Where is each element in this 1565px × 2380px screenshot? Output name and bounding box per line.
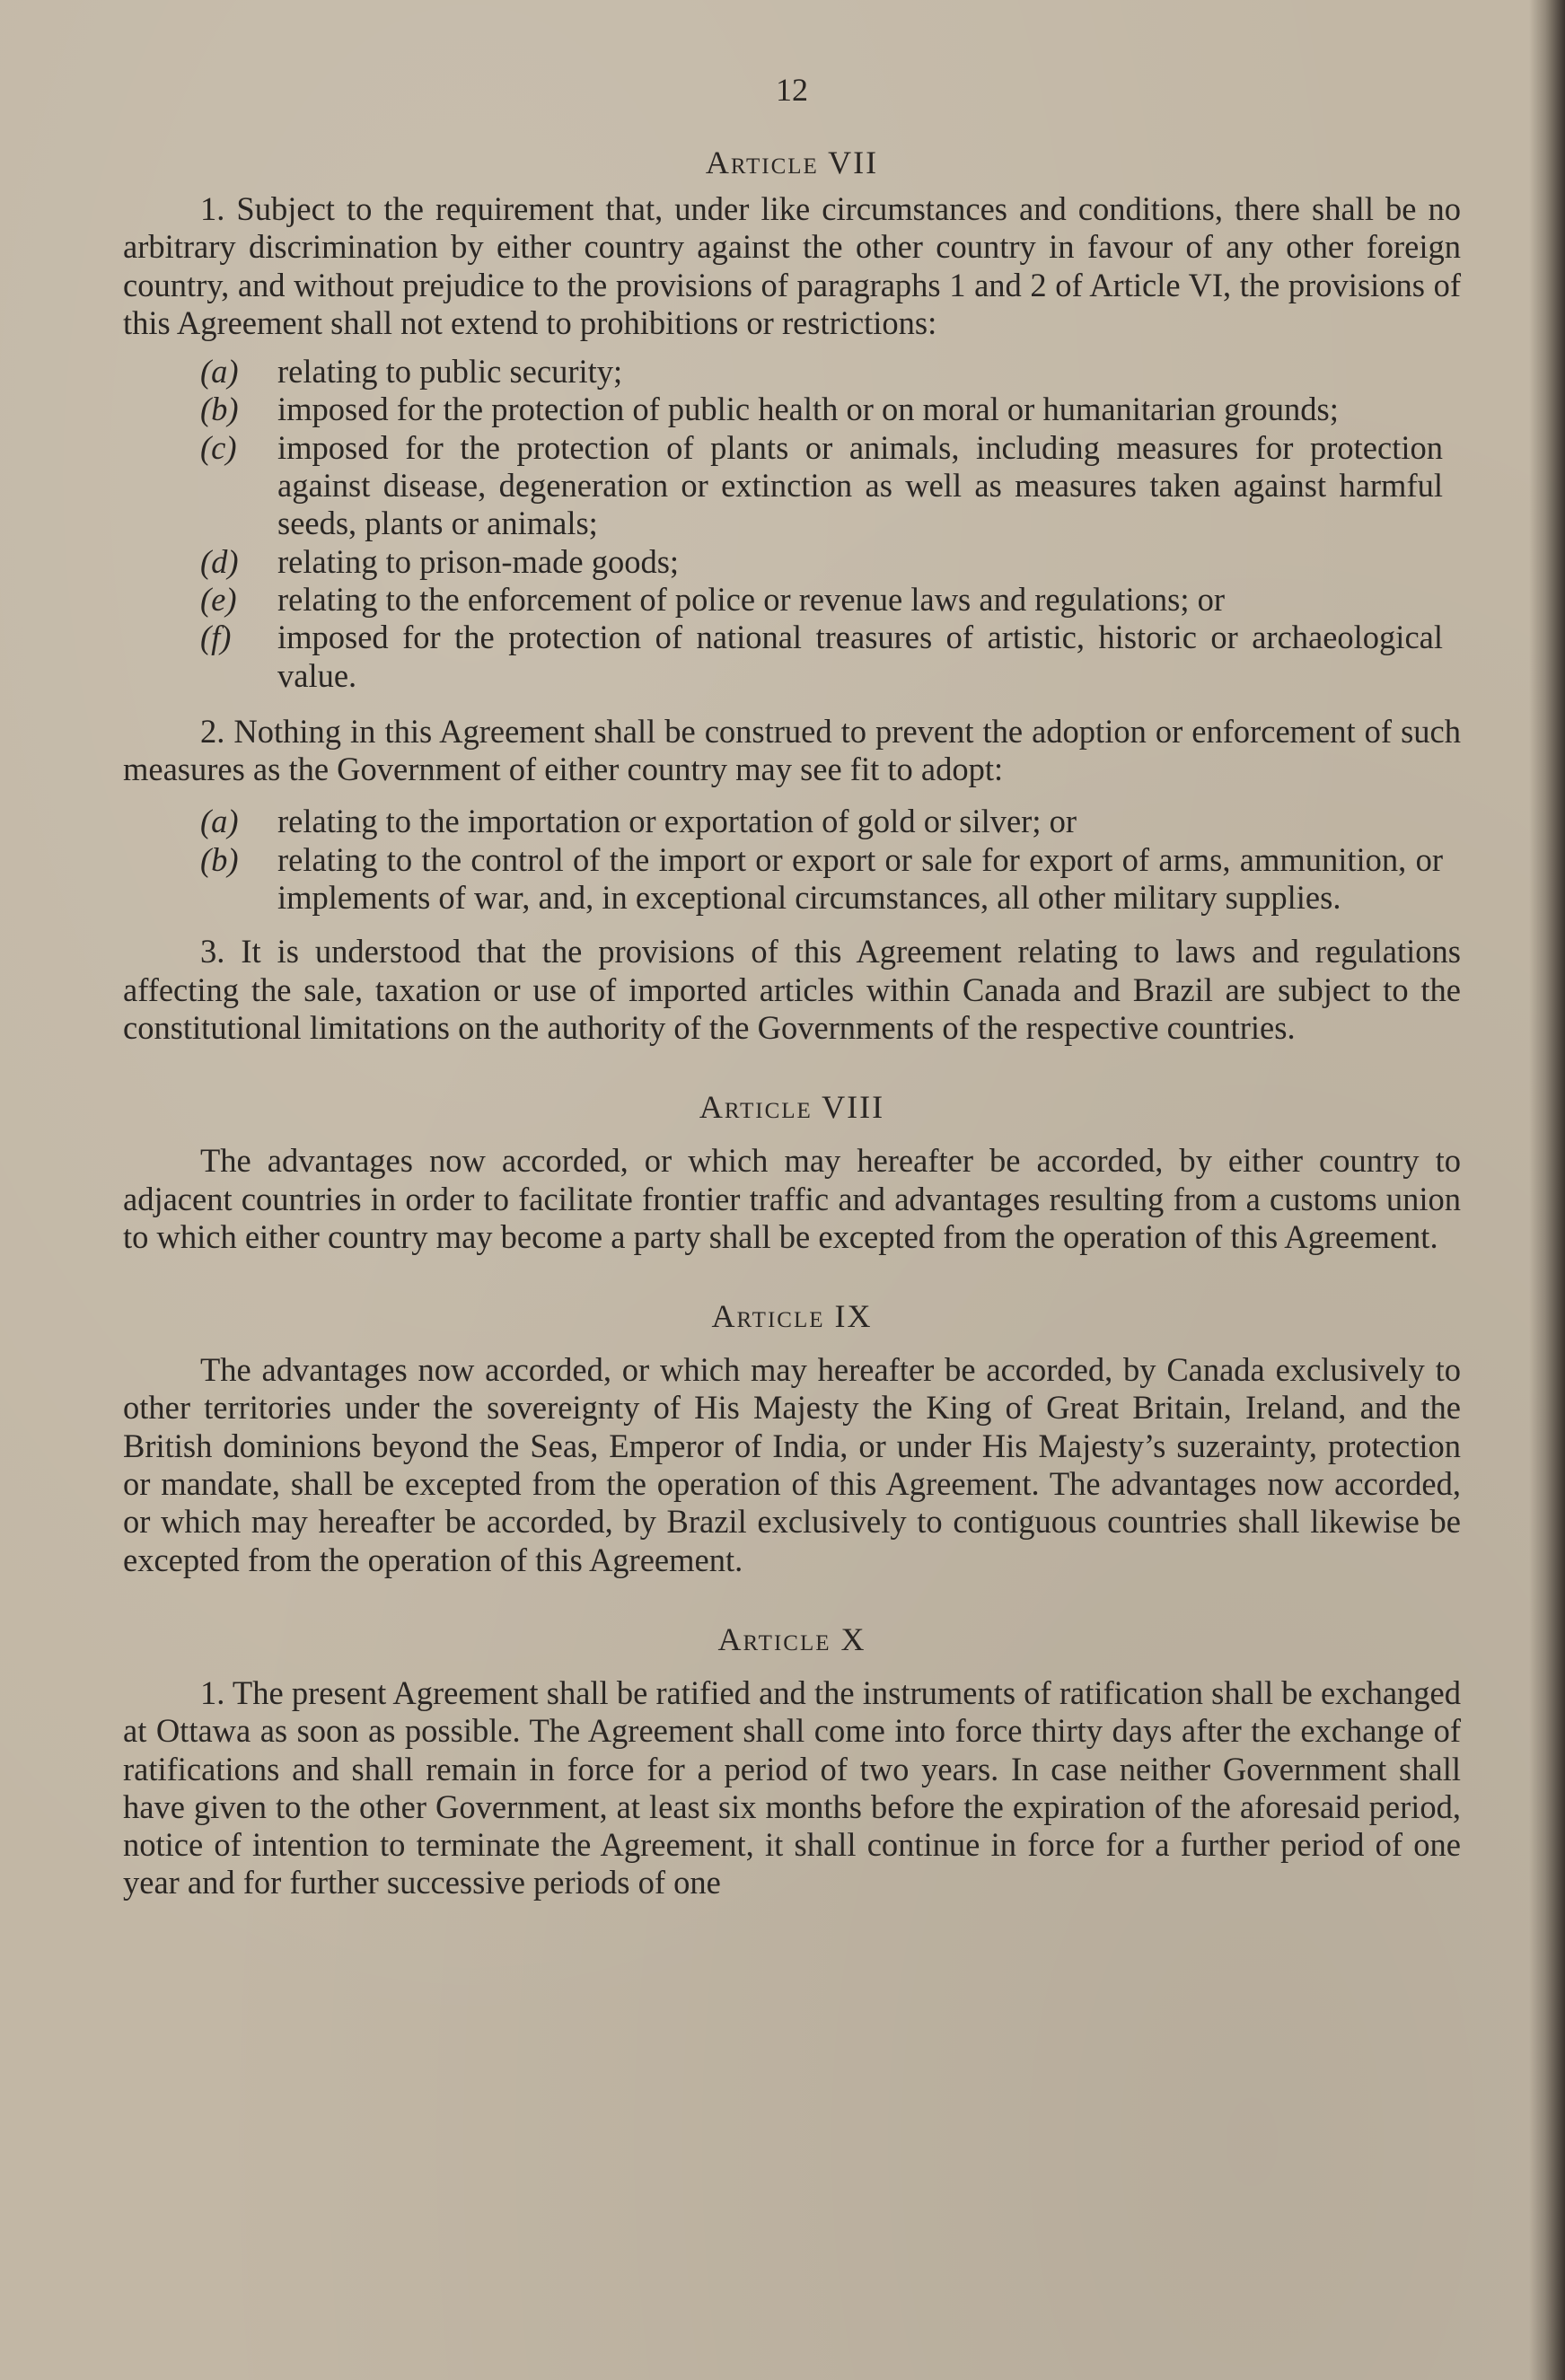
item-label: (b) bbox=[200, 391, 239, 428]
article-vii-paragraph-2: 2. Nothing in this Agreement shall be construed to prevent the adoption or enforcement of such measures as the Government of either country may see fit to adopt: bbox=[123, 712, 1461, 788]
list-item bbox=[123, 803, 1461, 840]
item-text: imposed for the protection of national treasures of artistic, historic or archaeological value. bbox=[277, 619, 1443, 694]
article-vii-list-2 bbox=[123, 803, 1461, 917]
item-text: imposed for the protection of public health or on moral or humanitarian grounds; bbox=[277, 391, 1339, 428]
article-x-paragraph-1: 1. The present Agreement shall be ratified and the instruments of ratification shall be exchanged at Ottawa as soon as possible. The Agreement shall come into force thirty days after the exchange of ratifications and shall remain in force for a period of two years. In case neither Government shall have given to the other Government, at least six months before the expiration of the aforesaid period, notice of intention to terminate the Agreement, it shall continue in force for a further period of one year and for further successive periods of one bbox=[123, 1673, 1461, 1901]
article-viii-paragraph-1: The advantages now accorded, or which may hereafter be accorded, by either country to adjacent countries in order to facilitate frontier traffic and advantages resulting from a customs union to which either country may become a party shall be excepted from the operation of this Agreement. bbox=[123, 1142, 1461, 1255]
item-label: (e) bbox=[200, 580, 237, 618]
list-item bbox=[123, 543, 1461, 581]
article-ix-paragraph-1: The advantages now accorded, or which may hereafter be accorded, by Canada exclusively to other territories under the sovereignty of His Majesty the King of Great Britain, Ireland, and the British dominions beyond the Seas, Emperor of India, or under His Majesty’s suzerainty, protection or mandate, shall be excepted from the operation of this Agreement. The advantages now accorded, or which may hereafter be accorded, by Brazil exclusively to contiguous countries shall likewise be excepted from the operation of this Agreement. bbox=[123, 1351, 1461, 1578]
item-text: relating to public security; bbox=[277, 353, 623, 391]
item-text: relating to prison-made goods; bbox=[277, 542, 680, 580]
article-vii-paragraph-1: 1. Subject to the requirement that, under like circumstances and conditions, there shall be no arbitrary discrimination by either country against the other country in favour of any other foreign country, and without prejudice to the provisions of paragraphs 1 and 2 of Article VI, the provisions of this Agreement shall not extend to prohibitions or restrictions: bbox=[123, 190, 1461, 341]
item-text: imposed for the protection of plants or animals, including measures for protection against disease, degeneration or extinction as well as measures taken against harmful seeds, plants or animals; bbox=[277, 428, 1443, 542]
article-vii-paragraph-3: 3. It is understood that the provisions of this Agreement relating to laws and regulations affecting the sale, taxation or use of imported articles within Canada and Brazil are subject to the constitutional limitations on the authority of the Governments of the respective countries. bbox=[123, 933, 1461, 1046]
item-label: (a) bbox=[200, 353, 239, 391]
page-edge-shadow bbox=[1529, 0, 1565, 2380]
page-number: 12 bbox=[776, 72, 808, 108]
article-x-heading: Article X bbox=[717, 1620, 866, 1657]
article-ix-heading: Article IX bbox=[711, 1298, 873, 1335]
list-item bbox=[123, 429, 1461, 543]
item-label: (a) bbox=[200, 803, 239, 840]
list-item bbox=[123, 353, 1461, 391]
article-viii-heading: Article VIII bbox=[699, 1089, 885, 1126]
list-item bbox=[123, 581, 1461, 619]
article-vii-list-1 bbox=[123, 353, 1461, 695]
item-text: relating to the control of the import or export or sale for export of arms, ammunition, or implements of war, and, in exceptional circumstances, all other military supplies. bbox=[277, 840, 1443, 917]
document-page bbox=[123, 0, 1461, 1902]
item-label: (b) bbox=[200, 840, 239, 878]
list-item bbox=[123, 841, 1461, 918]
list-item bbox=[123, 391, 1461, 428]
item-label: (f) bbox=[200, 619, 232, 656]
item-text: relating to the importation or exportation of gold or silver; or bbox=[277, 803, 1077, 840]
list-item bbox=[123, 619, 1461, 695]
item-text: relating to the enforcement of police or revenue laws and regulations; or bbox=[277, 580, 1226, 618]
article-vii-heading: Article VII bbox=[705, 145, 879, 180]
item-label: (d) bbox=[200, 542, 239, 580]
item-label: (c) bbox=[200, 428, 237, 466]
